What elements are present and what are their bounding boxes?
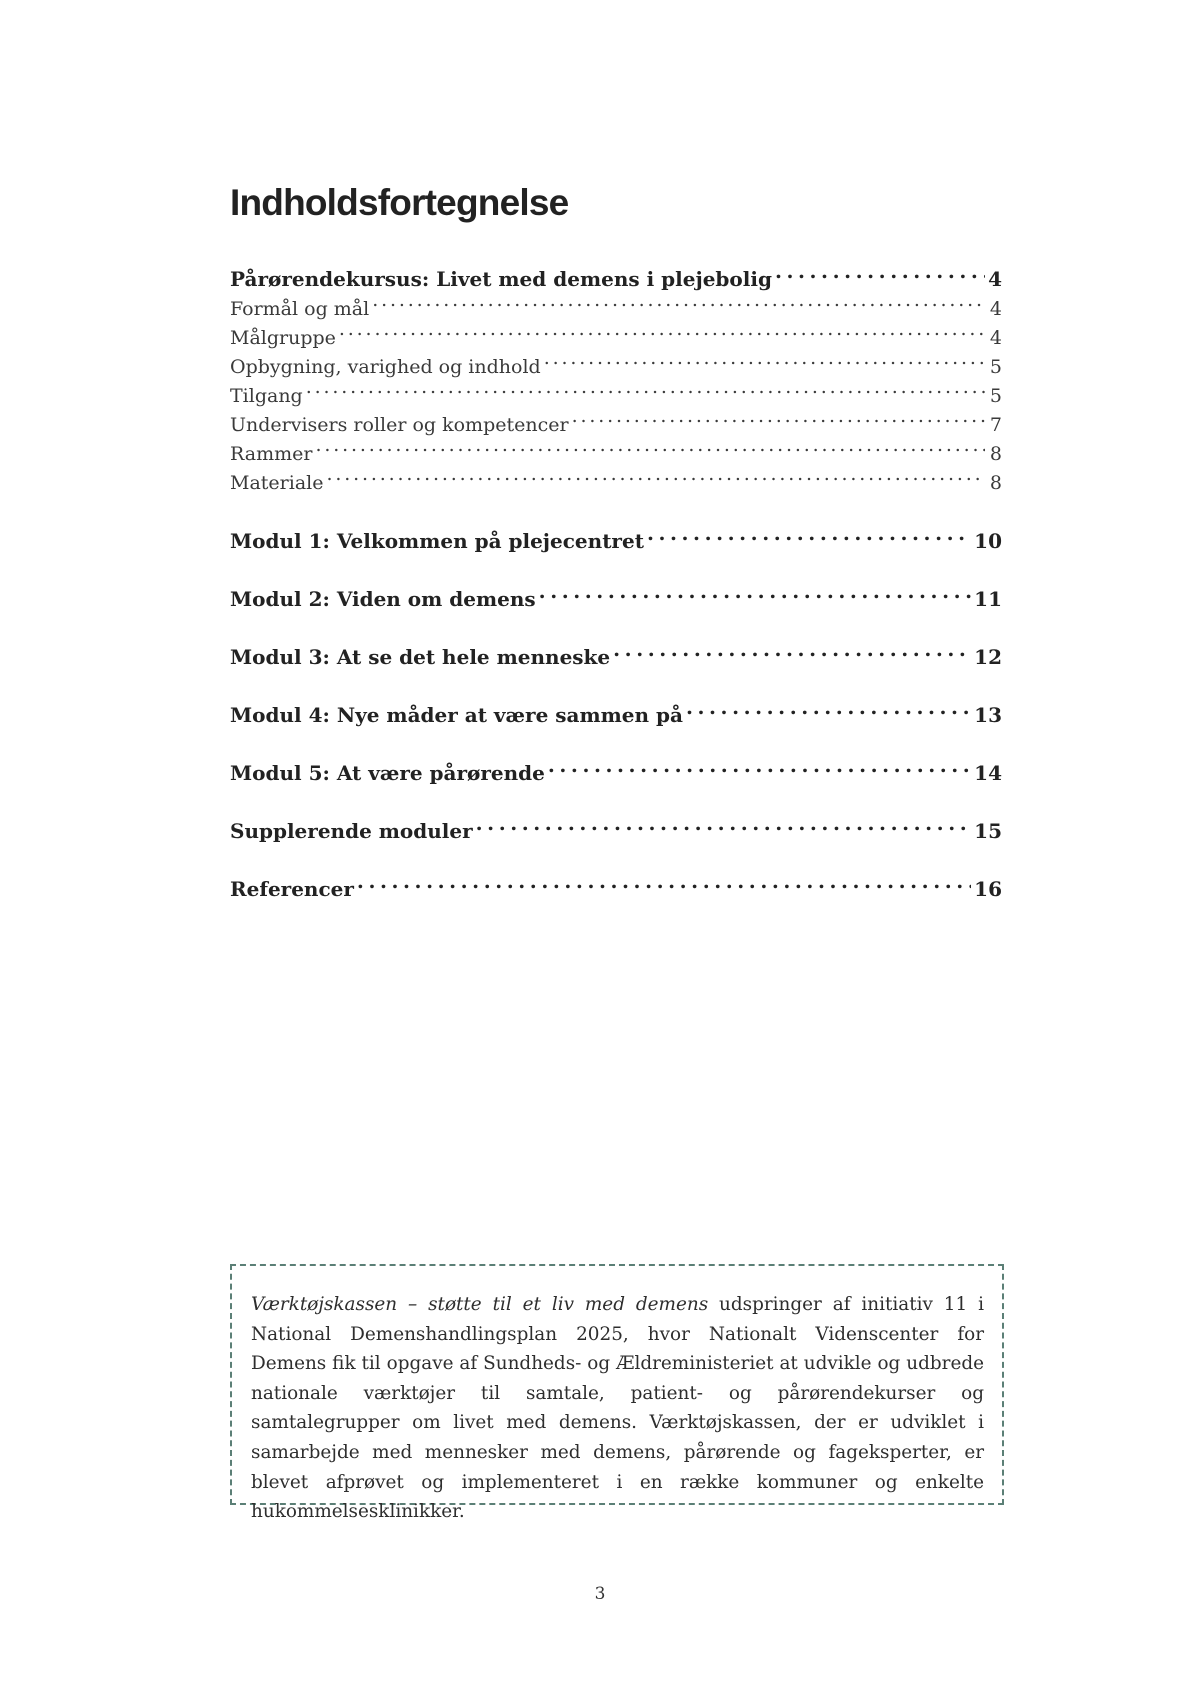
toc-entry-page: 12: [974, 645, 1002, 669]
toc-entry-label: Modul 5: At være pårørende: [230, 761, 545, 785]
dot-leader: [539, 577, 971, 606]
toc-entry-label: Undervisers roller og kompetencer: [230, 414, 569, 436]
toc-entry-label: Modul 4: Nye måder at være sammen på: [230, 703, 683, 727]
toc-entry-page: 5: [989, 385, 1002, 407]
toc-entry-label: Supplerende moduler: [230, 819, 473, 843]
dot-leader: [372, 286, 985, 315]
toc-entry-page: 8: [989, 443, 1002, 465]
toc-entry-page: 4: [989, 298, 1002, 320]
toc-entry-tilgang[interactable]: [230, 373, 1002, 407]
toc-entry-label: Opbygning, varighed og indhold: [230, 356, 541, 378]
toc-entry-label: Modul 3: At se det hele menneske: [230, 645, 611, 669]
info-box: [230, 1264, 1004, 1523]
toc-entry-label: Modul 2: Viden om demens: [230, 587, 536, 611]
toc-entry-page: 14: [974, 761, 1002, 785]
dot-leader: [306, 373, 985, 402]
dot-leader: [315, 431, 985, 460]
toc-entry-materiale[interactable]: [230, 460, 1002, 494]
toc-entry-modul-2[interactable]: [230, 577, 1002, 611]
toc-entry-label: Modul 1: Velkommen på plejecentret: [230, 529, 644, 553]
info-box-title-italic: Værktøjskassen – støtte til et liv med demens: [251, 1294, 709, 1315]
toc-entry-modul-4[interactable]: [230, 693, 1002, 727]
table-of-contents: [230, 257, 1002, 901]
toc-entry-page: 11: [974, 587, 1002, 611]
toc-entry-label: Referencer: [230, 877, 354, 901]
toc-entry-modul-5[interactable]: [230, 751, 1002, 785]
toc-entry-page: 7: [989, 414, 1002, 436]
toc-entry-label: Pårørendekursus: Livet med demens i plejebolig: [230, 267, 772, 291]
toc-title: Indholdsfortegnelse: [230, 182, 569, 223]
dot-leader: [613, 635, 971, 664]
toc-entry-label: Formål og mål: [230, 298, 370, 320]
dot-leader: [357, 867, 971, 896]
dot-leader: [548, 751, 971, 780]
toc-entry-opbygning[interactable]: [230, 344, 1002, 378]
page-number: 3: [594, 1584, 606, 1604]
toc-entry-label: Tilgang: [230, 385, 303, 407]
toc-entry-label: Målgruppe: [230, 327, 336, 349]
toc-entry-page: 4: [989, 327, 1002, 349]
toc-entry-page: 4: [988, 267, 1002, 291]
dot-leader: [686, 693, 971, 722]
toc-entry-modul-3[interactable]: [230, 635, 1002, 669]
toc-entry-paaroerendekursus[interactable]: [230, 257, 1002, 291]
toc-entry-modul-1[interactable]: [230, 519, 1002, 553]
toc-entry-maalgruppe[interactable]: [230, 315, 1002, 349]
toc-entry-undervisers-roller[interactable]: [230, 402, 1002, 436]
dot-leader: [775, 257, 985, 286]
toc-entry-rammer[interactable]: [230, 431, 1002, 465]
toc-entry-page: 10: [974, 529, 1002, 553]
dot-leader: [544, 344, 985, 373]
dot-leader: [326, 460, 985, 489]
dot-leader: [476, 809, 972, 838]
toc-entry-page: 13: [974, 703, 1002, 727]
toc-entry-page: 15: [974, 819, 1002, 843]
toc-entry-page: 8: [989, 472, 1002, 494]
toc-entry-page: 16: [974, 877, 1002, 901]
toc-entry-referencer[interactable]: [230, 867, 1002, 901]
dot-leader: [339, 315, 985, 344]
toc-entry-label: Rammer: [230, 443, 313, 465]
toc-entry-supplerende-moduler[interactable]: [230, 809, 1002, 843]
dot-leader: [647, 519, 971, 548]
toc-entry-page: 5: [989, 356, 1002, 378]
toc-entry-label: Materiale: [230, 472, 324, 494]
dot-leader: [572, 402, 985, 431]
info-box-text: udspringer af initiativ 11 i National Demenshandlingsplan 2025, hvor Nationalt Videnscenter for Demens fik til opgave af Sundheds- og Ældreministeriet at udvikle og udbrede nationale værktøjer til samtale, patient- og pårørendekurser og samtalegrupper om livet med demens. Værktøjskassen, der er udviklet i samarbejde med mennesker med demens, pårørende og fageksperter, er blevet afprøvet og implementeret i en række kommuner og enkelte hukommelsesklinikker.: [251, 1294, 984, 1523]
